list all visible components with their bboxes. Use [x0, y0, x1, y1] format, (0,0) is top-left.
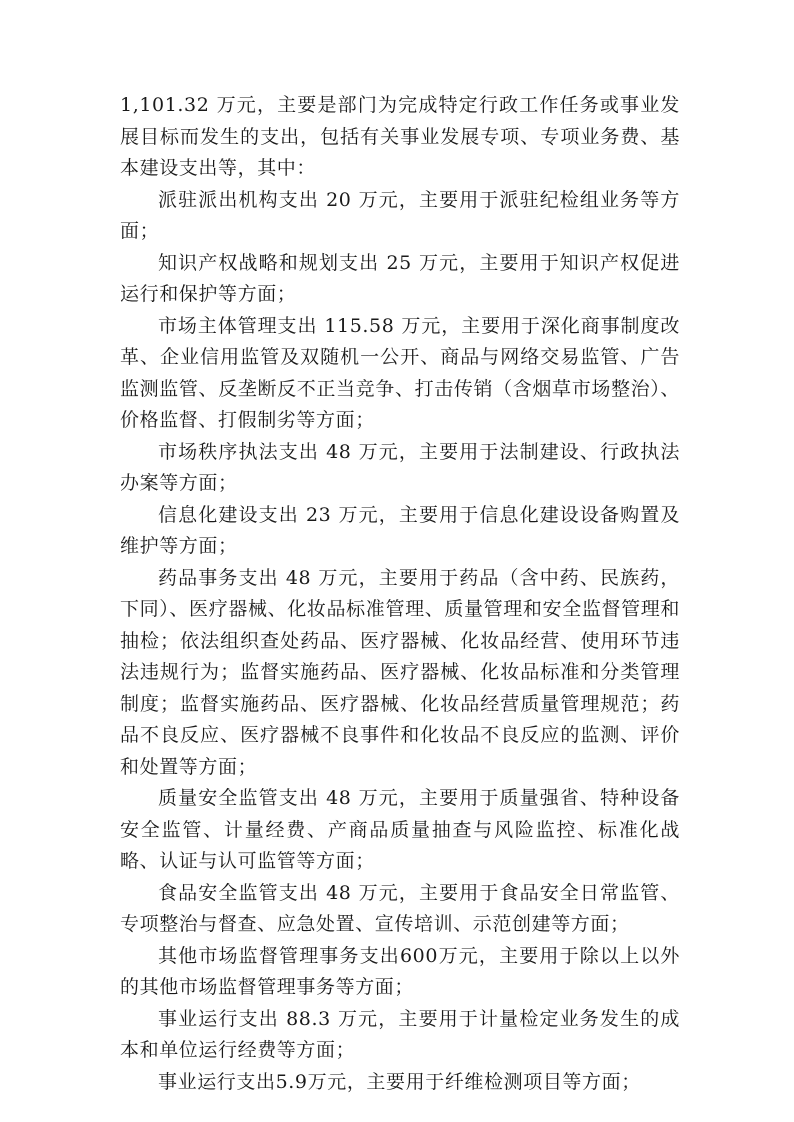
paragraph-institution-operation-fiber: 事业运行支出5.9万元，主要用于纤维检测项目等方面；	[158, 1070, 641, 1093]
paragraph-intro: 1,101.32 万元，主要是部门为完成特定行政工作任务或事业发展目标而发生的支出，包括有关事业发展专项、专项业务费、基本建设支出等，其中：	[120, 94, 680, 179]
paragraph-other-market-supervision: 其他市场监督管理事务支出600万元，主要用于除以上以外的其他市场监督管理事务等方面；	[120, 944, 680, 998]
paragraph-dispatched-agencies: 派驻派出机构支出 20 万元，主要用于派驻纪检组业务等方面；	[120, 188, 680, 242]
paragraph-quality-safety: 质量安全监管支出 48 万元，主要用于质量强省、特种设备安全监管、计量经费、产商品质量抽查与风险监控、标准化战略、认证与认可监管等方面；	[120, 787, 680, 872]
paragraph-drug-affairs: 药品事务支出 48 万元，主要用于药品（含中药、民族药，下同）、医疗器械、化妆品标准管理、质量管理和安全监督管理和抽检；依法组织查处药品、医疗器械、化妆品经营、使用环节违法违规行为；监督实施药品、医疗器械、化妆品标准和分类管理制度；监督实施药品、医疗器械、化妆品经营质量管理规范；药品不良反应、医疗器械不良事件和化妆品不良反应的监测、评价和处置等方面；	[120, 566, 680, 778]
paragraph-market-order-enforcement: 市场秩序执法支出 48 万元，主要用于法制建设、行政执法办案等方面；	[120, 440, 680, 494]
paragraph-intellectual-property: 知识产权战略和规划支出 25 万元，主要用于知识产权促进运行和保护等方面；	[120, 251, 680, 305]
paragraph-food-safety: 食品安全监管支出 48 万元，主要用于食品安全日常监管、专项整治与督查、应急处置、宣传培训、示范创建等方面；	[120, 881, 680, 935]
paragraph-market-entity-management: 市场主体管理支出 115.58 万元，主要用于深化商事制度改革、企业信用监管及双随机一公开、商品与网络交易监管、广告监测监管、反垄断反不正当竞争、打击传销（含烟草市场整治）、价格监督、打假制劣等方面；	[120, 314, 680, 431]
paragraph-informatization: 信息化建设支出 23 万元，主要用于信息化建设设备购置及维护等方面；	[120, 503, 680, 557]
document-body	[120, 90, 680, 1098]
paragraph-institution-operation-metrology: 事业运行支出 88.3 万元，主要用于计量检定业务发生的成本和单位运行经费等方面；	[120, 1007, 680, 1061]
